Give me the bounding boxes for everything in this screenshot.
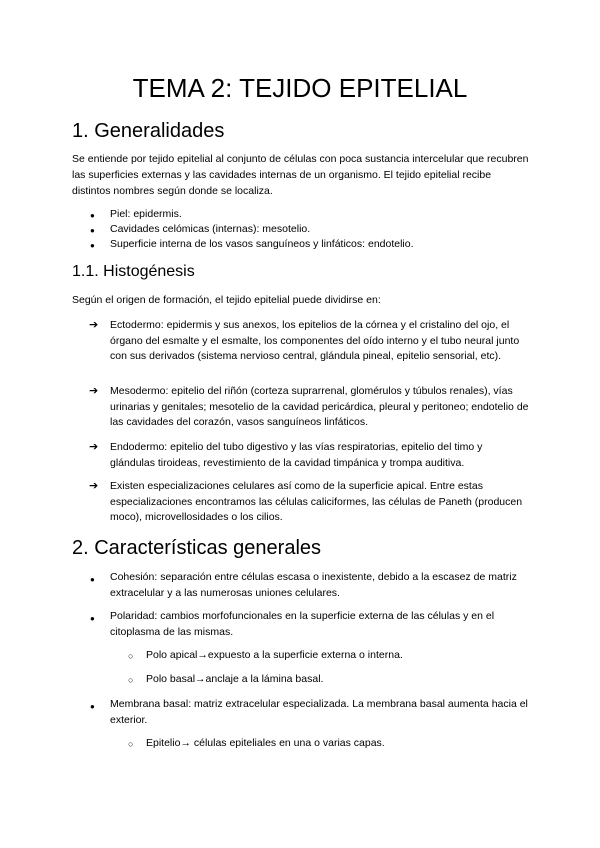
list-item-membrana-basal: Membrana basal: matriz extracelular especializada. La membrana basal aumenta hacia el exterior. — [110, 698, 528, 726]
sublist-item-polo-apical: Polo apical→expuesto a la superficie externa o interna. — [146, 649, 403, 661]
circle-bullet-icon: ○ — [128, 675, 134, 685]
list-item: Superficie interna de los vasos sanguíneos y linfáticos: endotelio. — [110, 238, 414, 250]
bullet-icon: ● — [90, 211, 95, 220]
list-item: Cavidades celómicas (internas): mesotelio. — [110, 223, 311, 235]
sublist-item-polo-basal: Polo basal→anclaje a la lámina basal. — [146, 673, 324, 685]
paragraph-histogenesis-intro: Según el origen de formación, el tejido epitelial puede dividirse en: — [72, 294, 381, 306]
list-item-mesodermo: Mesodermo: epitelio del riñón (corteza suprarrenal, glomérulos y túbulos renales), vías urinarias y genitales; mesotelio de la cavidad pericárdica, pleural y peritoneo; endotelio de las cavidades del corazón, vasos sanguíneos linfáticos. — [110, 385, 529, 429]
circle-bullet-icon: ○ — [128, 651, 134, 661]
paragraph-intro: Se entiende por tejido epitelial al conjunto de células con poca sustancia intercelular que recubren las superficies externas y las cavidades internas de un organismo. El tejido epitelial recibe distintos nombres según donde se localiza. — [72, 153, 529, 197]
bullet-icon: ● — [90, 241, 95, 250]
list-item-ectodermo: Ectodermo: epidermis y sus anexos, los epitelios de la córnea y el cristalino del ojo, el órgano del esmalte y el esmalte, los componentes del oído interno y el tubo neural junto con sus derivados (sistema nervioso central, glándula pineal, epitelio sensorial, etc). — [110, 319, 520, 363]
page-title: TEMA 2: TEJIDO EPITELIAL — [132, 73, 468, 103]
sublist-item-epitelio: Epitelio→ células epiteliales en una o varias capas. — [146, 737, 385, 749]
bullet-icon: ● — [90, 614, 95, 623]
bullet-icon: ● — [90, 226, 95, 235]
section-heading-generalidades: 1. Generalidades — [72, 120, 225, 142]
list-item-polaridad: Polaridad: cambios morfofuncionales en la superficie externa de las células y en el citoplasma de las mismas. — [110, 610, 495, 638]
bullet-icon: ● — [90, 575, 95, 584]
bullet-icon: ● — [90, 702, 95, 711]
arrow-right-icon: ➔ — [89, 441, 99, 453]
list-item-cohesion: Cohesión: separación entre células escasa o inexistente, debido a la escasez de matriz extracelular y a las numerosas uniones celulares. — [110, 571, 517, 599]
arrow-right-icon: ➔ — [89, 319, 99, 331]
list-item: Piel: epidermis. — [110, 208, 182, 220]
arrow-right-icon: ➔ — [89, 480, 99, 492]
section-heading-caracteristicas: 2. Características generales — [72, 537, 322, 559]
list-item-endodermo: Endodermo: epitelio del tubo digestivo y las vías respiratorias, epitelio del timo y glándulas tiroideas, revestimiento de la cavidad timpánica y trompa auditiva. — [110, 441, 483, 469]
subsection-heading-histogenesis: 1.1. Histogénesis — [72, 263, 195, 280]
circle-bullet-icon: ○ — [128, 739, 134, 749]
arrow-right-icon: ➔ — [89, 385, 99, 397]
list-item-especializaciones: Existen especializaciones celulares así como de la superficie apical. Entre estas especializaciones encontramos las células caliciformes, las células de Paneth (producen moco), microvellosidades o los cilios. — [110, 480, 523, 524]
